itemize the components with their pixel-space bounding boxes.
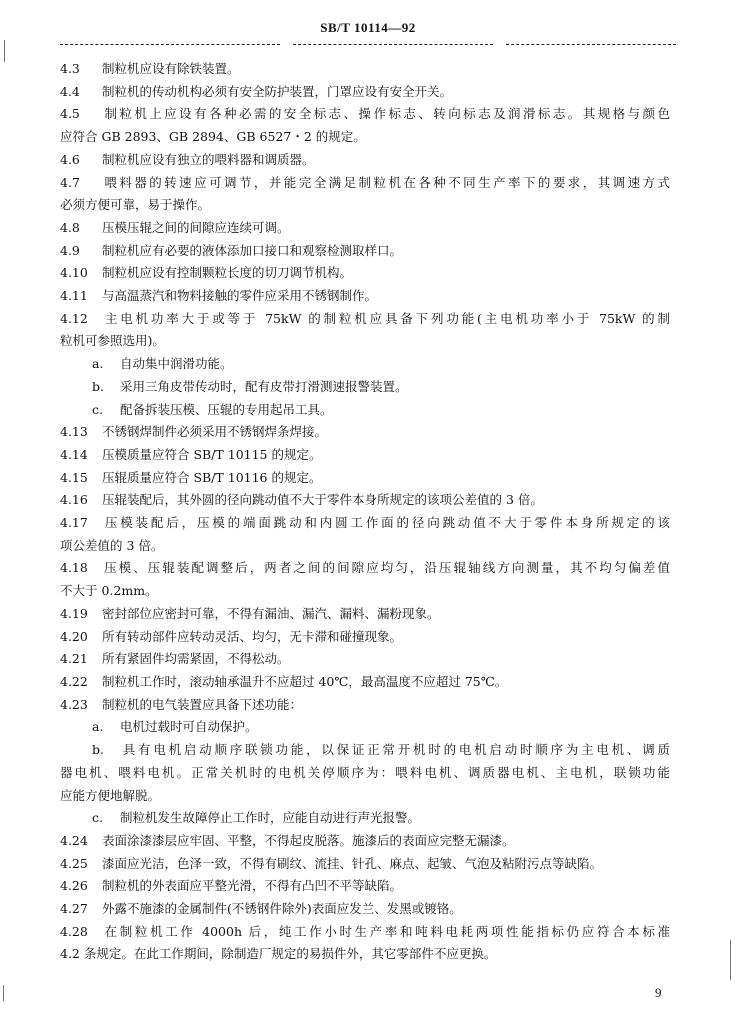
clause-4-18: 4.18 压模、压辊装配调整后，两者之间的间隙应均匀，沿压辊轴线方向测量，其不均匀偏差值 xyxy=(60,560,670,576)
clause-4-23-b-cont2: 应能方便地解脱。 xyxy=(60,787,161,803)
clause-4-7-cont: 必须方便可靠，易于操作。 xyxy=(60,197,211,213)
clause-4-14: 4.14 压模质量应符合 SB/T 10115 的规定。 xyxy=(60,446,322,462)
clause-4-28: 4.28 在制粒机工作 4000h 后，纯工作小时生产率和吨料电耗两项性能指标仍应符合本标准 xyxy=(60,923,670,939)
scan-edge-mark xyxy=(3,985,4,1001)
clause-4-6: 4.6 制粒机应设有独立的喂料器和调质器。 xyxy=(60,151,315,167)
page-number: 9 xyxy=(655,985,662,1000)
clause-4-7: 4.7 喂料器的转速应可调节，并能完全满足制粒机在各种不同生产率下的要求，其调速方式 xyxy=(60,174,670,190)
scan-edge-mark xyxy=(730,940,731,980)
clause-4-15: 4.15 压辊质量应符合 SB/T 10116 的规定。 xyxy=(60,469,322,485)
clause-4-4: 4.4 制粒机的传动机构必须有安全防护装置，门罩应设有安全开关。 xyxy=(60,83,453,99)
scan-edge-mark xyxy=(4,40,5,62)
clause-4-28-cont: 4.2 条规定。在此工作期间，除制造厂规定的易损件外，其它零部件不应更换。 xyxy=(60,946,497,962)
clause-4-23: 4.23 制粒机的电气装置应具备下述功能： xyxy=(60,696,303,712)
clause-4-20: 4.20 所有转动部件应转动灵活、均匀，无卡滞和碰撞现象。 xyxy=(60,628,403,644)
clause-4-23-b-cont: 器电机、喂料电机。正常关机时的电机关停顺序为：喂料电机、调质器电机、主电机，联锁功能 xyxy=(60,764,670,780)
clause-4-8: 4.8 压模压辊之间的间隙应连续可调。 xyxy=(60,219,290,235)
header-rule xyxy=(60,44,676,46)
clause-4-3: 4.3 制粒机应设有除铁装置。 xyxy=(60,61,240,76)
clause-4-16: 4.16 压辊装配后，其外圆的径向跳动值不大于零件本身所规定的该项公差值的 3 倍。 xyxy=(60,492,543,508)
clause-4-10: 4.10 制粒机应设有控制颗粒长度的切刀调节机构。 xyxy=(60,265,353,281)
clause-4-23-a: a. 电机过载时可自动保护。 xyxy=(92,719,258,735)
clause-4-22: 4.22 制粒机工作时，滚动轴承温升不应超过 40℃，最高温度不应超过 75℃。 xyxy=(60,673,508,689)
clause-4-5-cont: 应符合 GB 2893、GB 2894、GB 6527・2 的规定。 xyxy=(60,129,366,145)
clause-4-12-c: c. 配备拆装压模、压辊的专用起吊工具。 xyxy=(92,401,333,417)
clause-4-27: 4.27 外露不施漆的金属制件(不锈钢件除外)表面应发兰、发黑或镀铬。 xyxy=(60,901,462,917)
clause-4-19: 4.19 密封部位应密封可靠，不得有漏油、漏汽、漏料、漏粉现象。 xyxy=(60,605,440,621)
document-header: SB/T 10114—92 xyxy=(320,20,416,35)
clause-4-26: 4.26 制粒机的外表面应平整光滑，不得有凸凹不平等缺陷。 xyxy=(60,878,403,894)
clause-4-12-a: a. 自动集中润滑功能。 xyxy=(92,356,233,372)
document-body xyxy=(60,58,670,966)
clause-4-9: 4.9 制粒机应有必要的液体添加口接口和观察检测取样口。 xyxy=(60,242,403,258)
clause-4-12: 4.12 主电机功率大于或等于 75kW 的制粒机应具备下列功能(主电机功率小于 75kW 的制 xyxy=(60,310,670,326)
clause-4-5: 4.5 制粒机上应设有各种必需的安全标志、操作标志、转向标志及润滑标志。其规格与颜色 xyxy=(60,106,670,122)
clause-4-13: 4.13 不锈钢焊制件必须采用不锈钢焊条焊接。 xyxy=(60,424,328,440)
clause-4-17: 4.17 压模装配后，压模的端面跳动和内圆工作面的径向跳动值不大于零件本身所规定的该 xyxy=(60,515,670,531)
clause-4-18-cont: 不大于 0.2mm。 xyxy=(60,583,158,599)
clause-4-21: 4.21 所有紧固件均需紧固，不得松动。 xyxy=(60,651,290,667)
clause-4-25: 4.25 漆面应光洁，色泽一致，不得有刷纹、流挂、针孔、麻点、起皱、气泡及粘附污点等缺陷。 xyxy=(60,855,603,871)
clause-4-17-cont: 项公差值的 3 倍。 xyxy=(60,537,164,553)
clause-4-24: 4.24 表面涂漆漆层应牢固、平整，不得起皮脱落。施漆后的表面应完整无漏漆。 xyxy=(60,832,515,848)
clause-4-23-b: b. 具有电机启动顺序联锁功能，以保证正常开机时的电机启动时顺序为主电机、调质 xyxy=(92,742,670,758)
clause-4-12-b: b. 采用三角皮带传动时，配有皮带打滑测速报警装置。 xyxy=(92,378,408,394)
clause-4-11: 4.11 与高温蒸汽和物料接触的零件应采用不锈钢制作。 xyxy=(60,288,378,304)
clause-4-23-c: c. 制粒机发生故障停止工作时，应能自动进行声光报警。 xyxy=(92,810,421,826)
clause-4-12-cont: 粒机可参照选用)。 xyxy=(60,333,165,349)
